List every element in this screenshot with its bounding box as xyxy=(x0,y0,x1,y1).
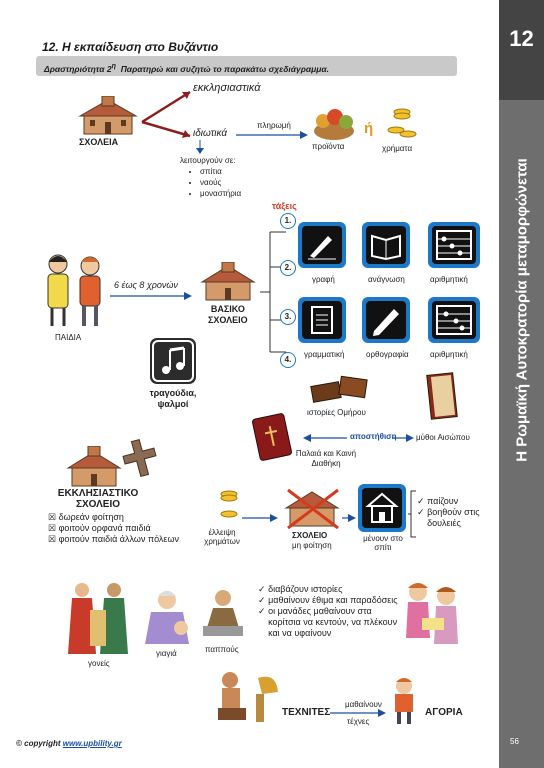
chapter-side-title: Η Ρωμαϊκή Αυτοκρατορία μεταμορφώνεται xyxy=(513,158,531,462)
church-school-list xyxy=(48,512,179,545)
list-item: ☒ φοιτούν παιδιά άλλων πόλεων xyxy=(48,534,179,544)
or-label: ή xyxy=(364,120,374,137)
activity-banner: Δραστηριότητα $2^\eta$ Παρατηρώ και συζητώ το παρακάτω σχεδιάγραμμα. xyxy=(36,56,457,76)
homer-books-icon xyxy=(310,374,370,404)
no-school-label: ΣΧΟΛΕΙΟ xyxy=(292,531,328,540)
reading-label: ανάγνωση xyxy=(368,275,405,284)
list-item: • μοναστήρια xyxy=(200,188,241,199)
crossed-school-icon xyxy=(282,486,342,530)
memorize-label: αποστήθιση xyxy=(350,432,397,441)
music-notes-icon xyxy=(150,338,196,384)
checkmark-icon: ✓ xyxy=(258,606,266,616)
checkmark-icon: ✓ xyxy=(417,496,425,506)
parents-label: γονείς xyxy=(88,659,110,668)
reading-book-icon xyxy=(362,222,410,268)
house-icon xyxy=(358,484,406,532)
arithmetic-label: αριθμητική xyxy=(430,275,468,284)
basic-school-label: ΒΑΣΙΚΟ ΣΧΟΛΕΙΟ xyxy=(208,304,248,325)
money-label: χρήματα xyxy=(382,144,413,153)
abacus-icon xyxy=(428,222,480,268)
bible-label: Παλαιά και Καινή Διαθήκη xyxy=(295,449,357,468)
private-label: ιδιωτικά xyxy=(193,128,228,139)
payment-label: πληρωμή xyxy=(257,121,291,130)
family-activities-list xyxy=(258,584,400,639)
aesop-label: μύθοι Αισώπου xyxy=(416,433,470,442)
checkbox-x-icon: ☒ xyxy=(48,512,57,522)
abacus-icon xyxy=(428,297,480,343)
memorize-left-arrow xyxy=(303,434,347,442)
artisans-label: ΤΕΧΝΙΤΕΣ xyxy=(282,707,331,718)
copyright: © copyright www.upbility.gr xyxy=(16,739,122,748)
parents-illustration xyxy=(62,580,136,656)
age-arrow xyxy=(110,292,192,300)
grandmother-illustration xyxy=(141,588,193,646)
checkbox-x-icon: ☒ xyxy=(48,534,57,544)
church-school-icon xyxy=(64,446,124,488)
arithmetic-label: αριθμητική xyxy=(430,350,468,359)
operate-in-label: λειτουργούν σε: xyxy=(180,156,236,165)
list-item: • σπίτια xyxy=(200,166,241,177)
branch-arrows xyxy=(140,86,200,146)
boy-illustration xyxy=(386,676,422,726)
list-item: ☒ δωρεάν φοίτηση xyxy=(48,512,124,522)
grammar-label: γραμματική xyxy=(304,350,345,359)
memorize-right-arrow xyxy=(392,434,414,442)
cross-icon xyxy=(122,438,158,478)
crafts-label: τέχνες xyxy=(347,717,370,726)
coins-icon xyxy=(386,106,418,138)
home-activities-list xyxy=(417,496,499,529)
checkmark-icon: ✓ xyxy=(258,595,266,605)
coins-icon xyxy=(216,488,242,524)
girls-sewing-illustration xyxy=(400,578,466,654)
learn-label: μαθαίνουν xyxy=(345,700,382,709)
church-school-label: ΕΚΚΛΗΣΙΑΣΤΙΚΟ ΣΧΟΛΕΙΟ xyxy=(57,488,139,510)
stay-home-label: μένουν στο σπίτι xyxy=(363,534,403,552)
ecclesiastical-label: εκκλησιαστικά xyxy=(193,82,261,94)
writing-label: γραφή xyxy=(312,275,335,284)
basic-school-icon xyxy=(200,262,256,302)
list-item: ☒ φοιτούν ορφανά παιδιά xyxy=(48,523,151,533)
produce-basket-icon xyxy=(311,105,357,141)
checkmark-icon: ✓ xyxy=(258,584,266,594)
list-item: ✓ μαθαίνουν έθιμα και παραδόσεις xyxy=(258,595,398,605)
checkbox-x-icon: ☒ xyxy=(48,523,57,533)
classes-bracket xyxy=(256,222,292,362)
payment-arrow xyxy=(236,131,308,139)
down-arrow xyxy=(196,140,204,154)
homer-label: ιστορίες Ομήρου xyxy=(307,408,366,417)
class-number: 2. xyxy=(280,260,296,276)
songs-label: τραγούδια, ψαλμοί xyxy=(149,388,197,409)
aesop-book-icon xyxy=(425,370,459,426)
page-title: 12. Η εκπαίδευση στο Βυζάντιο xyxy=(42,40,219,54)
boys-label: ΑΓΟΡΙΑ xyxy=(425,707,463,718)
page-number: 56 xyxy=(510,737,519,746)
no-attend-label: μη φοίτηση xyxy=(292,541,332,550)
list-item: • ναούς xyxy=(200,177,241,188)
artisan-illustration xyxy=(196,668,284,728)
schools-label: ΣΧΟΛΕΙΑ xyxy=(79,137,119,147)
children-label: ΠΑΙΔΙΑ xyxy=(55,333,82,342)
no-attend-arrow xyxy=(342,514,356,522)
spelling-label: ορθογραφία xyxy=(366,350,409,359)
learn-arrow xyxy=(330,709,386,717)
chapter-number: 12 xyxy=(499,0,544,100)
lack-money-label: έλλειψη χρημάτων xyxy=(204,528,240,546)
spelling-pencil-icon xyxy=(362,297,410,343)
lack-money-arrow xyxy=(242,514,278,522)
website-link[interactable]: www.upbility.gr xyxy=(62,739,122,748)
age-label: 6 έως 8 χρονών xyxy=(114,280,178,290)
grandfather-illustration xyxy=(199,588,247,640)
list-item: ✓ οι μανάδες μαθαίνουν στα κορίτσια να κεντούν, να πλέκουν και να υφαίνουν xyxy=(258,606,398,638)
church-building-icon xyxy=(76,96,140,136)
places-list xyxy=(186,166,241,199)
checkmark-icon: ✓ xyxy=(417,507,425,517)
classes-label: τάξεις xyxy=(272,201,297,211)
list-item: ✓ παίζουν xyxy=(417,496,459,506)
products-label: προϊόντα xyxy=(312,142,345,151)
grandma-label: γιαγιά xyxy=(156,649,177,658)
class-number: 4. xyxy=(280,352,296,368)
children-illustration xyxy=(40,252,110,330)
class-number: 3. xyxy=(280,309,296,325)
writing-icon xyxy=(298,222,346,268)
class-number: 1. xyxy=(280,213,296,229)
grammar-icon xyxy=(298,297,346,343)
list-item: ✓ διαβάζουν ιστορίες xyxy=(258,584,343,594)
list-item: ✓ βοηθούν στις δουλειές xyxy=(417,507,480,528)
grandpa-label: παππούς xyxy=(205,645,239,654)
